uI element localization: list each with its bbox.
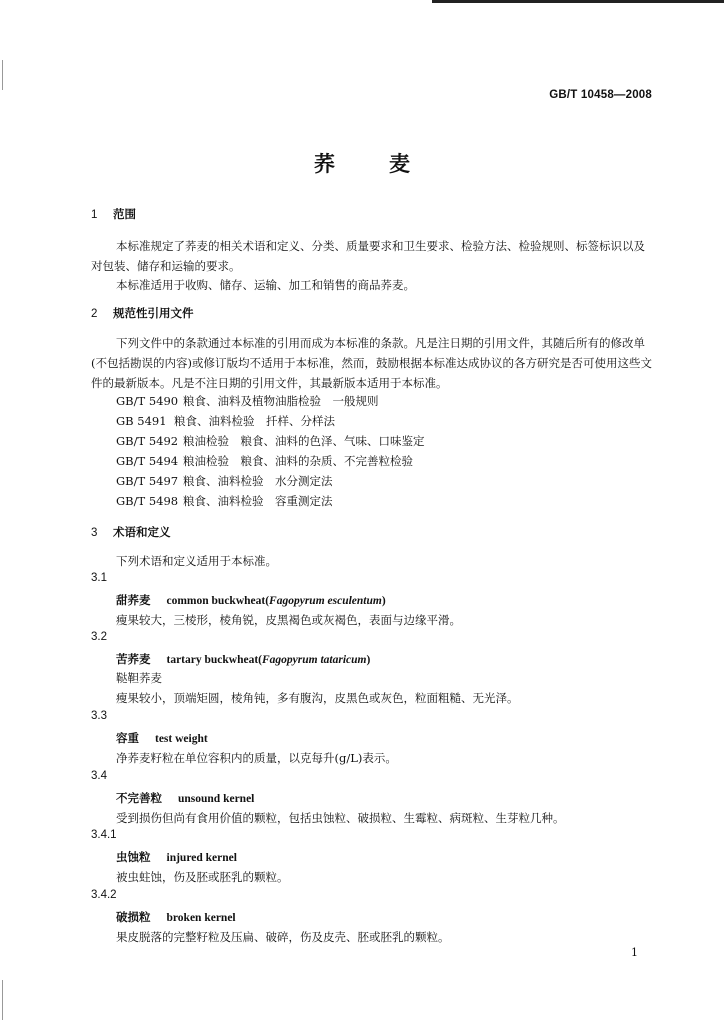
term-en-end: ) — [366, 654, 371, 666]
term-definition: 瘦果较大，三棱形，棱角锐，皮黑褐色或灰褐色，表面与边缘平滑。 — [116, 613, 461, 627]
reference-title: 粮油检验 粮食、油料的杂质、不完善粒检验 — [183, 454, 413, 468]
term-en — [167, 595, 386, 607]
term-zh: 不完善粒 — [116, 791, 162, 805]
term-definition: 被虫蛀蚀，伤及胚或胚乳的颗粒。 — [116, 870, 289, 884]
scan-artifact — [2, 980, 3, 1020]
term-zh: 甜荞麦 — [116, 593, 151, 607]
reference-code: GB/T 5490 — [116, 394, 179, 408]
term-en-text: tartary buckwheat( — [166, 654, 262, 666]
term-heading — [116, 909, 236, 925]
term-alias: 鞑靼荞麦 — [116, 671, 162, 685]
section-heading-2 — [91, 305, 194, 321]
scan-artifact — [2, 60, 3, 90]
reference-item — [116, 453, 413, 469]
reference-item — [116, 413, 335, 429]
reference-code: GB 5491 — [116, 414, 167, 428]
term-zh: 虫蚀粒 — [116, 850, 151, 864]
term-definition: 净荞麦籽粒在单位容积内的质量，以克每升(g/L)表示。 — [116, 751, 397, 765]
term-latin: Fagopyrum esculentum — [269, 595, 382, 607]
reference-item — [116, 473, 333, 489]
term-number: 3.2 — [91, 631, 107, 643]
term-zh: 容重 — [116, 731, 139, 745]
term-latin: Fagopyrum tataricum — [262, 654, 367, 666]
reference-code: GB/T 5494 — [116, 454, 179, 468]
reference-item — [116, 393, 379, 409]
term-heading — [116, 790, 254, 806]
section-heading-3 — [91, 524, 171, 540]
reference-title: 粮食、油料检验 扦样、分样法 — [174, 414, 335, 428]
page-number: 1 — [631, 946, 638, 959]
section-number: 1 — [91, 209, 98, 221]
section-title: 术语和定义 — [113, 527, 171, 539]
reference-item — [116, 433, 425, 449]
term-definition: 果皮脱落的完整籽粒及压扁、破碎，伤及皮壳、胚或胚乳的颗粒。 — [116, 930, 450, 944]
reference-code: GB/T 5497 — [116, 474, 179, 488]
document-title: 荞麦 — [314, 151, 464, 176]
term-definition: 受到损伤但尚有食用价值的颗粒，包括虫蚀粒、破损粒、生霉粒、病斑粒、生芽粒几种。 — [116, 811, 565, 825]
term-definition: 瘦果较小，顶端矩圆，棱角钝，多有腹沟，皮黑色或灰色，粒面粗糙、无光泽。 — [116, 691, 519, 705]
term-en: unsound kernel — [178, 793, 255, 805]
standard-number: GB/T 10458—2008 — [549, 89, 652, 101]
section-number: 3 — [91, 527, 98, 539]
term-number: 3.1 — [91, 572, 107, 584]
reference-title: 粮食、油料及植物油脂检验 一般规则 — [183, 394, 379, 408]
term-heading — [116, 849, 237, 865]
term-number: 3.3 — [91, 710, 107, 722]
section-heading-1 — [91, 206, 136, 222]
paragraph: 本标准规定了荞麦的相关术语和定义、分类、质量要求和卫生要求、检验方法、检验规则、标签标识以及对包装、储存和运输的要求。 — [91, 239, 645, 273]
term-en: injured kernel — [166, 852, 237, 864]
reference-title: 粮油检验 粮食、油料的色泽、气味、口味鉴定 — [183, 434, 425, 448]
reference-item — [116, 493, 333, 509]
section-title: 范围 — [113, 209, 136, 221]
term-number: 3.4 — [91, 770, 107, 782]
top-border-line — [432, 0, 724, 3]
reference-code: GB/T 5492 — [116, 434, 179, 448]
term-zh: 破损粒 — [116, 910, 151, 924]
section-title: 规范性引用文件 — [113, 308, 194, 320]
term-en-end: ) — [381, 595, 386, 607]
term-number: 3.4.1 — [91, 829, 117, 841]
reference-code: GB/T 5498 — [116, 494, 179, 508]
section-number: 2 — [91, 308, 98, 320]
term-en: test weight — [155, 733, 208, 745]
reference-title: 粮食、油料检验 容重测定法 — [183, 494, 333, 508]
term-en: broken kernel — [166, 912, 236, 924]
term-number: 3.4.2 — [91, 889, 117, 901]
term-en — [167, 654, 371, 666]
paragraph: 下列文件中的条款通过本标准的引用而成为本标准的条款。凡是注日期的引用文件，其随后所有的修改单(不包括勘误的内容)或修订版均不适用于本标准，然而，鼓励根据本标准达成协议的各方研究是否可使用这些文件的最新版本。凡是不注日期的引用文件，其最新版本适用于本标准。 — [91, 336, 652, 390]
term-heading — [116, 592, 386, 608]
term-en-text: common buckwheat( — [166, 595, 270, 607]
term-heading — [116, 730, 208, 746]
paragraph: 本标准适用于收购、储存、运输、加工和销售的商品荞麦。 — [116, 278, 415, 292]
reference-title: 粮食、油料检验 水分测定法 — [183, 474, 333, 488]
term-heading — [116, 651, 370, 667]
term-zh: 苦荞麦 — [116, 652, 151, 666]
paragraph: 下列术语和定义适用于本标准。 — [116, 554, 277, 568]
